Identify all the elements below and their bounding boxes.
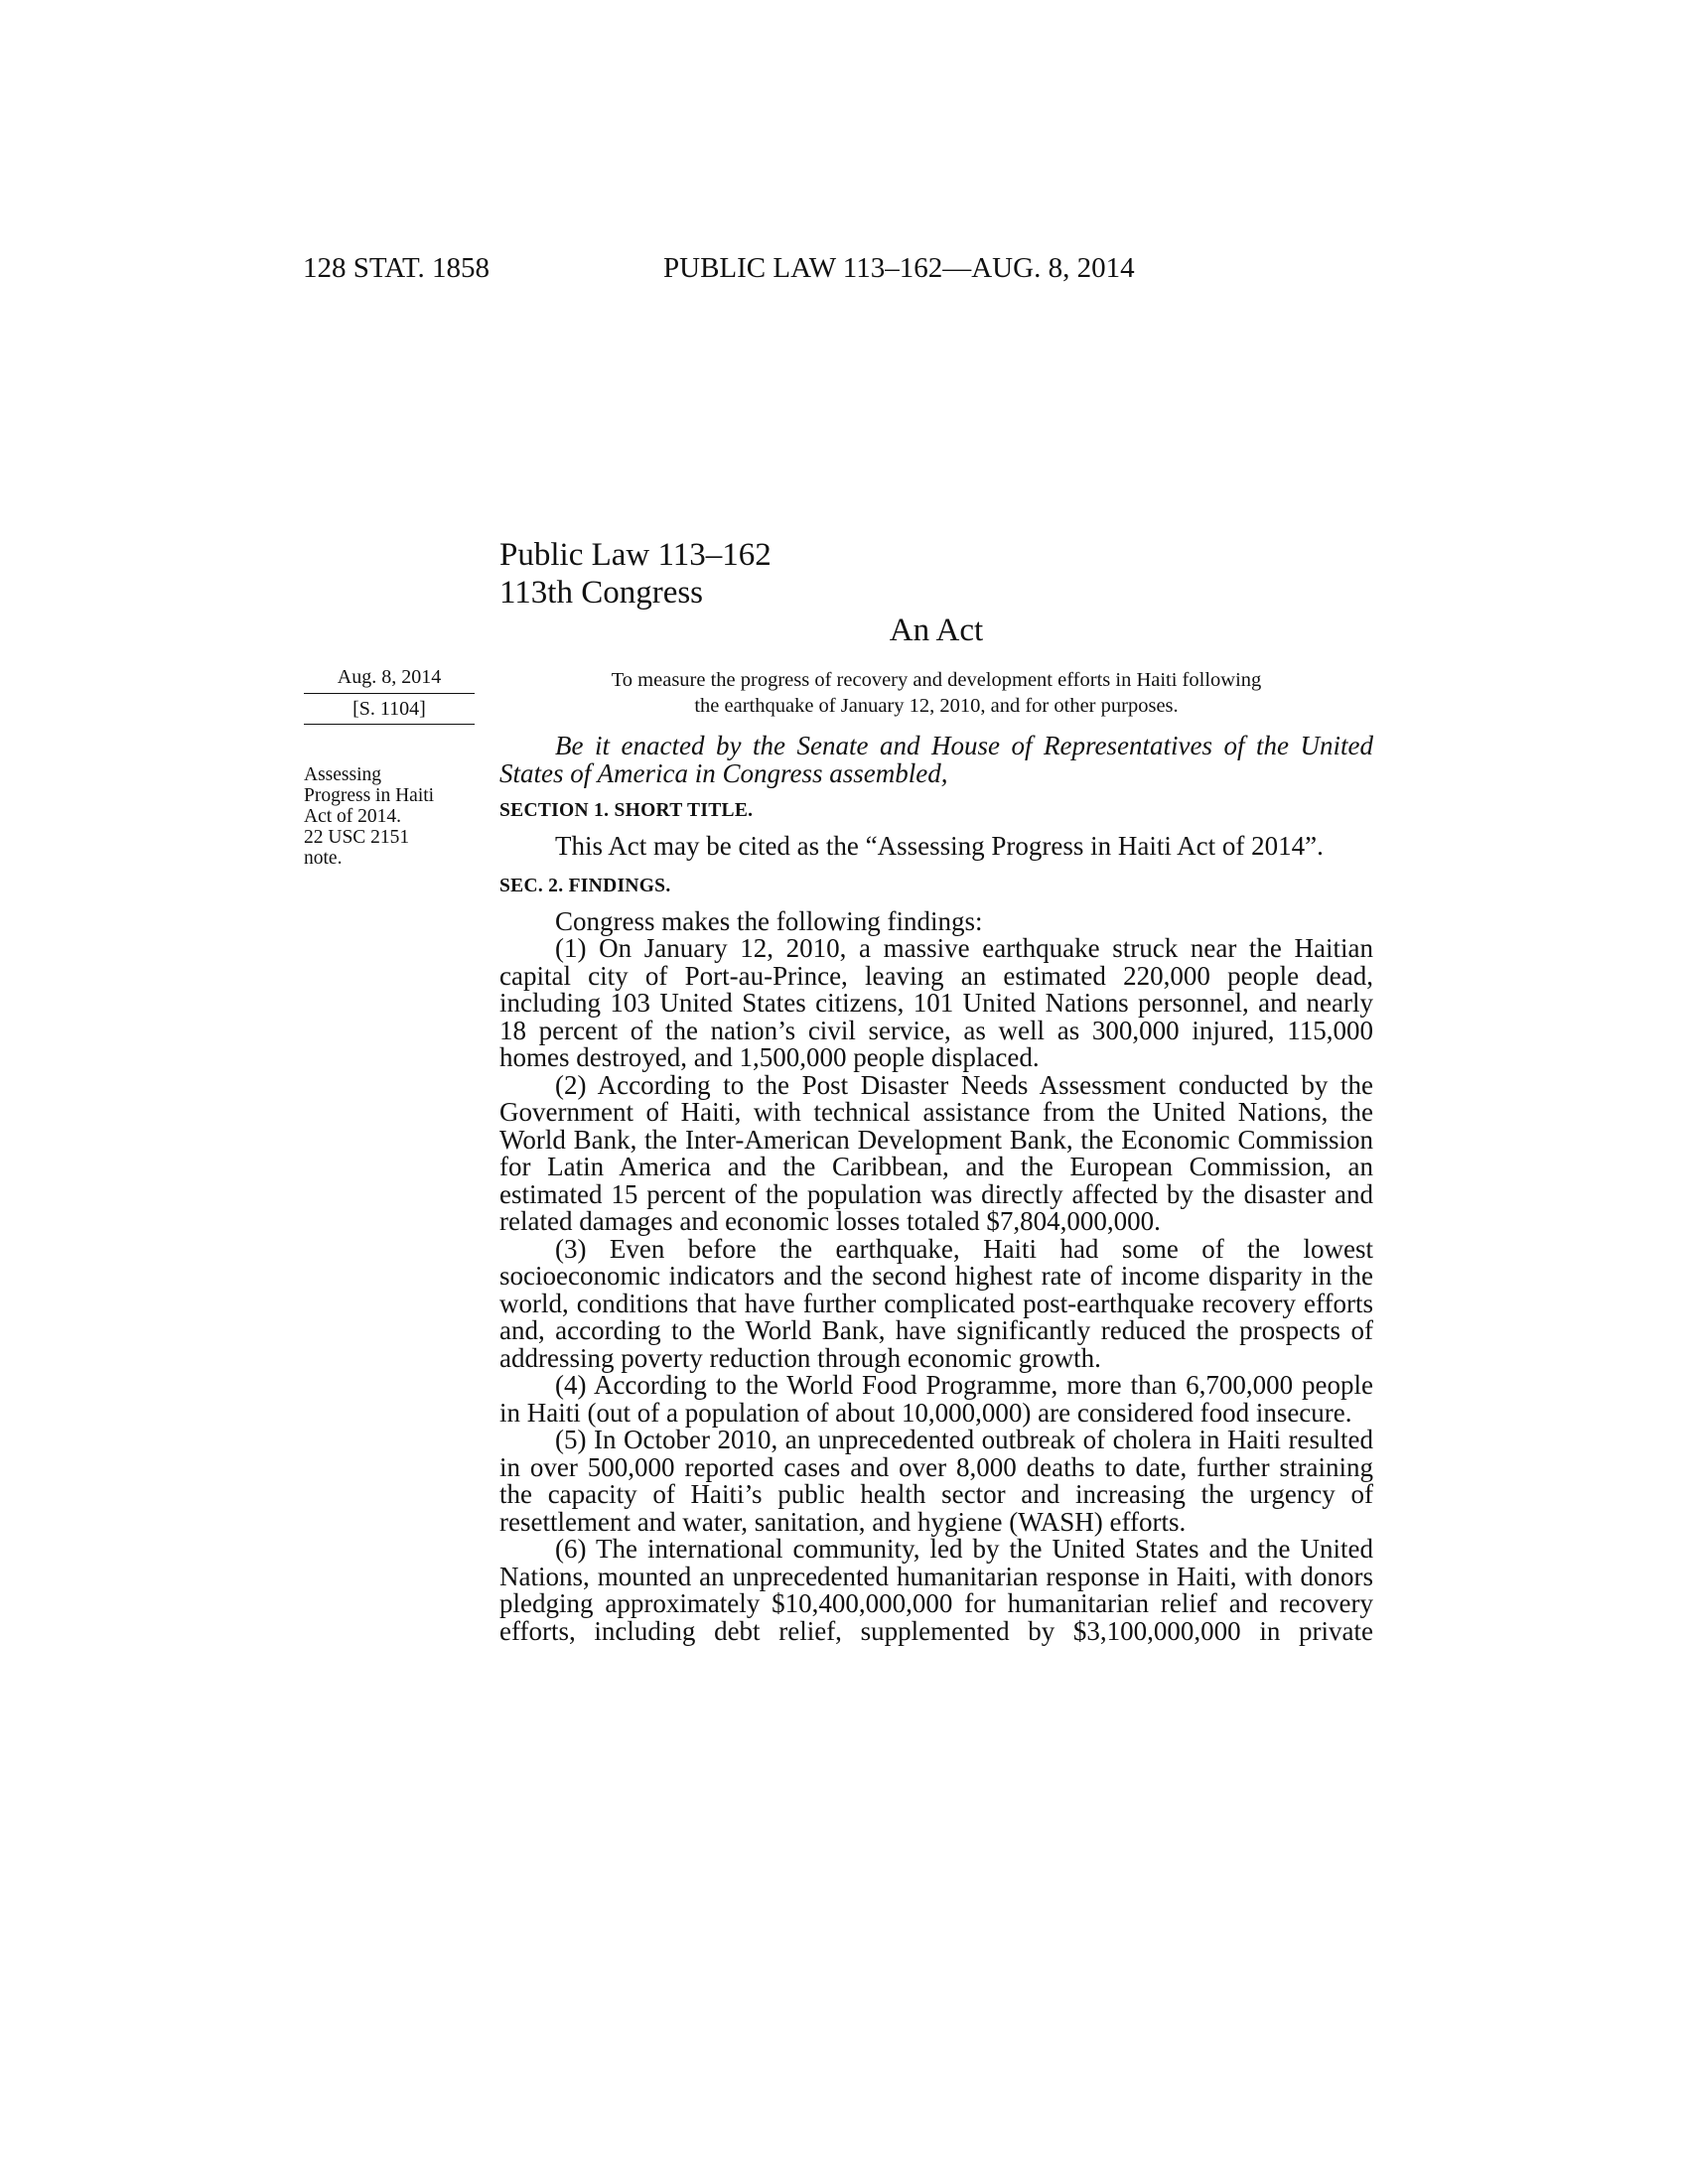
margin-rule-bottom — [304, 724, 475, 725]
congress-number: 113th Congress — [499, 575, 704, 611]
margin-note — [304, 764, 483, 869]
purpose-line-1: To measure the progress of recovery and development efforts in Haiti following — [611, 669, 1262, 691]
margin-note-line: Progress in Haiti — [304, 785, 435, 806]
section-1-heading: SECTION 1. SHORT TITLE. — [499, 800, 754, 821]
margin-note-line: note. — [304, 848, 343, 869]
finding-item: (5) In October 2010, an unprecedented outbreak of cholera in Haiti resulted in over 500,000 reported cases and over 8,000 deaths to date, further straining the capacity of Haiti’s public health sector and increasing the urgency of resettlement and water, sanitation, and hygiene (WASH) efforts. — [499, 1425, 1373, 1537]
margin-rule — [304, 693, 475, 694]
finding-item: (6) The international community, led by the United States and the United Nations, mounted an unprecedented humanitarian response in Haiti, with donors pledging approximately $10,400,000,000 for humanitarian relief and recovery efforts, including debt relief, supplemented by $3,100,000,000 in private — [499, 1534, 1373, 1646]
public-law-title — [499, 536, 772, 612]
finding-item: (1) On January 12, 2010, a massive earthquake struck near the Haitian capital city of Port-au-Prince, leaving an estimated 220,000 people dead, including 103 United States citizens, 101 United Nations personnel, and nearly 18 percent of the nation’s civil service, as well as 300,000 injured, 115,000 homes destroyed, and 1,500,000 people displaced. — [499, 933, 1373, 1072]
public-law-date-header: PUBLIC LAW 113–162—AUG. 8, 2014 — [663, 252, 1135, 284]
public-law-number: Public Law 113–162 — [499, 537, 772, 573]
an-act-heading: An Act — [889, 613, 984, 648]
margin-date-block — [304, 664, 475, 727]
section-2-heading: SEC. 2. FINDINGS. — [499, 875, 671, 896]
bill-number: [S. 1104] — [352, 698, 426, 720]
finding-item: (3) Even before the earthquake, Haiti had some of the lowest socioeconomic indicators and the second highest rate of income disparity in the world, conditions that have further complicated post-earthquake recovery efforts and, according to the World Bank, have significantly reduced the prospects of addressing poverty reduction through economic growth. — [499, 1233, 1373, 1373]
statute-reference: 128 STAT. 1858 — [303, 252, 491, 284]
act-purpose — [499, 667, 1373, 719]
finding-item: (2) According to the Post Disaster Needs Assessment conducted by the Government of Haiti, with technical assistance from the United Nations, the World Bank, the Inter-American Development Bank, the Economic Commission for Latin America and the Caribbean, and the European Commission, an estimated 15 percent of the population was directly affected by the disaster and related damages and economic losses totaled $7,804,000,000. — [499, 1069, 1373, 1236]
margin-note-line: Assessing — [304, 764, 382, 785]
running-head — [303, 248, 1216, 288]
enacting-clause: Be it enacted by the Senate and House of Representatives of the United States of America in Congress assembled, — [499, 731, 1373, 788]
margin-note-line: 22 USC 2151 — [304, 827, 410, 848]
margin-date: Aug. 8, 2014 — [337, 666, 442, 688]
finding-item: (4) According to the World Food Programme, more than 6,700,000 people in Haiti (out of a population of about 10,000,000) are considered food insecure. — [499, 1370, 1373, 1428]
section-1-text: This Act may be cited as the “Assessing Progress in Haiti Act of 2014”. — [555, 831, 1324, 861]
act-body — [499, 733, 1373, 1645]
purpose-line-2: the earthquake of January 12, 2010, and for other purposes. — [694, 695, 1179, 717]
margin-note-line: Act of 2014. — [304, 806, 402, 827]
findings-intro: Congress makes the following findings: — [555, 905, 983, 936]
